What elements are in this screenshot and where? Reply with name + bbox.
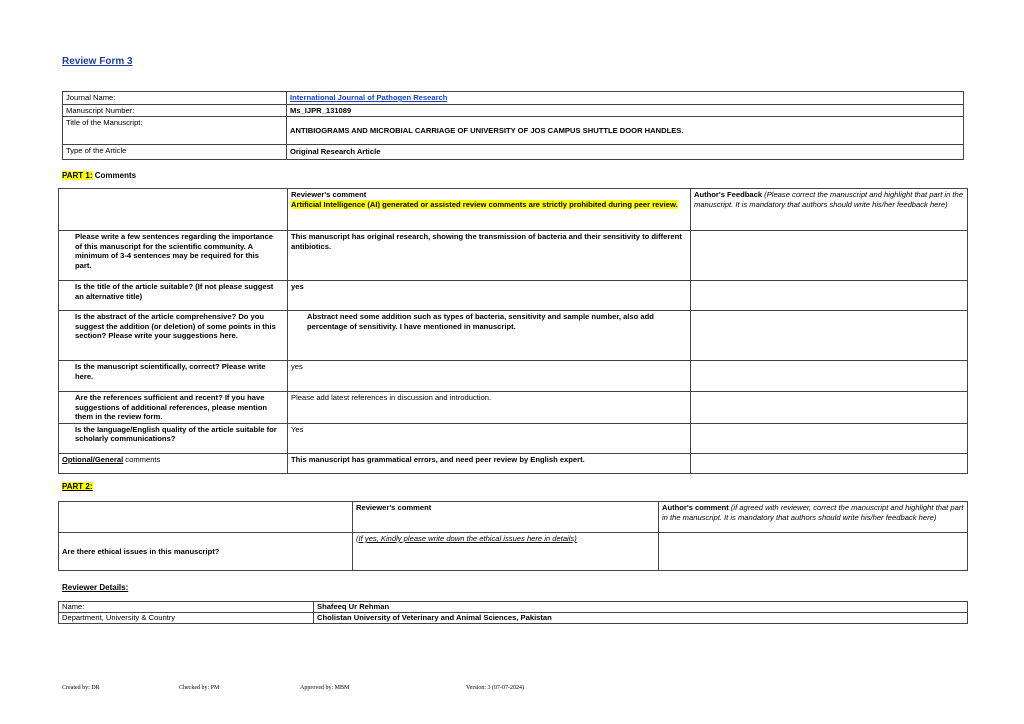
ethics-question: Are there ethical issues in this manuscript? xyxy=(59,533,353,571)
footer-created-by: Created by: DR xyxy=(62,685,100,691)
manuscript-number-label: Manuscript Number: xyxy=(63,104,287,117)
reviewer-name-label: Name: xyxy=(59,602,314,613)
question-language: Is the language/English quality of the article suitable for scholarly communications? xyxy=(59,423,288,453)
reviewer-details-heading: Reviewer Details: xyxy=(62,583,129,592)
part1-reviewer-header-cell xyxy=(288,189,691,231)
optional-comment[interactable]: This manuscript has grammatical errors, and need peer review by English expert. xyxy=(288,453,691,473)
feedback-scientific[interactable] xyxy=(691,361,968,392)
part2-author-header: Author's comment xyxy=(662,503,729,512)
part1-label: PART 1: xyxy=(62,171,93,180)
optional-feedback[interactable] xyxy=(691,453,968,473)
part1-header-empty xyxy=(59,189,288,231)
article-type-label: Type of the Article xyxy=(63,145,287,160)
ethics-hint[interactable]: (If yes, Kindly please write down the ethical issues here in details) xyxy=(353,533,659,571)
part1-label-rest: Comments xyxy=(92,171,137,180)
optional-label: Optional/General xyxy=(62,454,124,464)
manuscript-number-value: Ms_IJPR_131089 xyxy=(287,104,964,117)
question-scientific: Is the manuscript scientifically, correct? Please write here. xyxy=(59,361,288,392)
part1-heading xyxy=(62,171,136,180)
ai-warning: Artificial Intelligence (AI) generated or assisted review comments are strictly prohibited during peer review. xyxy=(291,199,678,209)
comment-language[interactable]: Yes xyxy=(288,423,691,453)
part2-author-header-note: (if agreed with reviewer, correct the manuscript and highlight that part in the manuscript. It is mandatory that authors should write his/her feedback here) xyxy=(662,503,964,522)
journal-label: Journal Name: xyxy=(63,92,287,105)
comment-abstract[interactable]: Abstract need some addition such as types of bacteria, sensitivity and sample number, also add percentage of sensitivity. I have mentioned in manuscript. xyxy=(288,311,691,361)
comment-scientific[interactable]: yes xyxy=(288,361,691,392)
part2-ethics-table xyxy=(58,501,968,571)
footer-approved-by: Approved by: MBM xyxy=(300,685,350,691)
part2-label: PART 2: xyxy=(62,482,93,491)
feedback-importance[interactable] xyxy=(691,231,968,281)
reviewer-name-value: Shafeeq Ur Rehman xyxy=(314,602,968,613)
comment-importance[interactable]: This manuscript has original research, showing the transmission of bacteria and their sensitivity to different antibiotics. xyxy=(288,231,691,281)
ethics-author-comment[interactable] xyxy=(659,533,968,571)
question-title: Is the title of the article suitable? (If not please suggest an alternative title) xyxy=(59,281,288,311)
reviewer-department-label: Department, University & Country xyxy=(59,613,314,624)
manuscript-title-label: Title of the Manuscript: xyxy=(63,117,287,145)
optional-label-rest: comments xyxy=(123,454,161,464)
form-title: Review Form 3 xyxy=(62,56,133,67)
footer-checked-by: Checked by: PM xyxy=(179,685,220,691)
optional-comments-label-cell xyxy=(59,453,288,473)
feedback-language[interactable] xyxy=(691,423,968,453)
part2-header-empty xyxy=(59,502,353,533)
question-importance: Please write a few sentences regarding the importance of this manuscript for the scientific community. A minimum of 3-4 sentences may be required for this part. xyxy=(59,231,288,281)
part2-heading xyxy=(62,482,93,491)
comment-references[interactable]: Please add latest references in discussion and introduction. xyxy=(288,392,691,424)
manuscript-title-value: ANTIBIOGRAMS AND MICROBIAL CARRIAGE OF UNIVERSITY OF JOS CAMPUS SHUTTLE DOOR HANDLES. xyxy=(287,117,964,145)
part1-reviewer-header: Reviewer's comment xyxy=(291,190,367,199)
question-references: Are the references sufficient and recent? If you have suggestions of additional references, please mention them in the review form. xyxy=(59,392,288,424)
part2-reviewer-header: Reviewer's comment xyxy=(353,502,659,533)
footer-version: Version: 3 (07-07-2024) xyxy=(466,685,524,691)
article-type-value: Original Research Article xyxy=(287,145,964,160)
feedback-title[interactable] xyxy=(691,281,968,311)
part1-author-header: Author's Feedback xyxy=(694,190,763,199)
journal-link[interactable]: International Journal of Pathogen Research xyxy=(290,93,448,102)
feedback-abstract[interactable] xyxy=(691,311,968,361)
part2-author-header-cell xyxy=(659,502,968,533)
part1-author-header-note: (Please correct the manuscript and highlight that part in the manuscript. It is mandatory that authors should write his/her feedback here) xyxy=(694,190,963,209)
feedback-references[interactable] xyxy=(691,392,968,424)
question-abstract: Is the abstract of the article comprehensive? Do you suggest the addition (or deletion) of some points in this section? Please write your suggestions here. xyxy=(59,311,288,361)
reviewer-details-table xyxy=(58,601,968,624)
comment-title[interactable]: yes xyxy=(288,281,691,311)
reviewer-department-value: Cholistan University of Veterinary and Animal Sciences, Pakistan xyxy=(314,613,968,624)
part1-author-header-cell xyxy=(691,189,968,231)
part1-comments-table xyxy=(58,188,968,474)
manuscript-info-table xyxy=(62,91,964,160)
